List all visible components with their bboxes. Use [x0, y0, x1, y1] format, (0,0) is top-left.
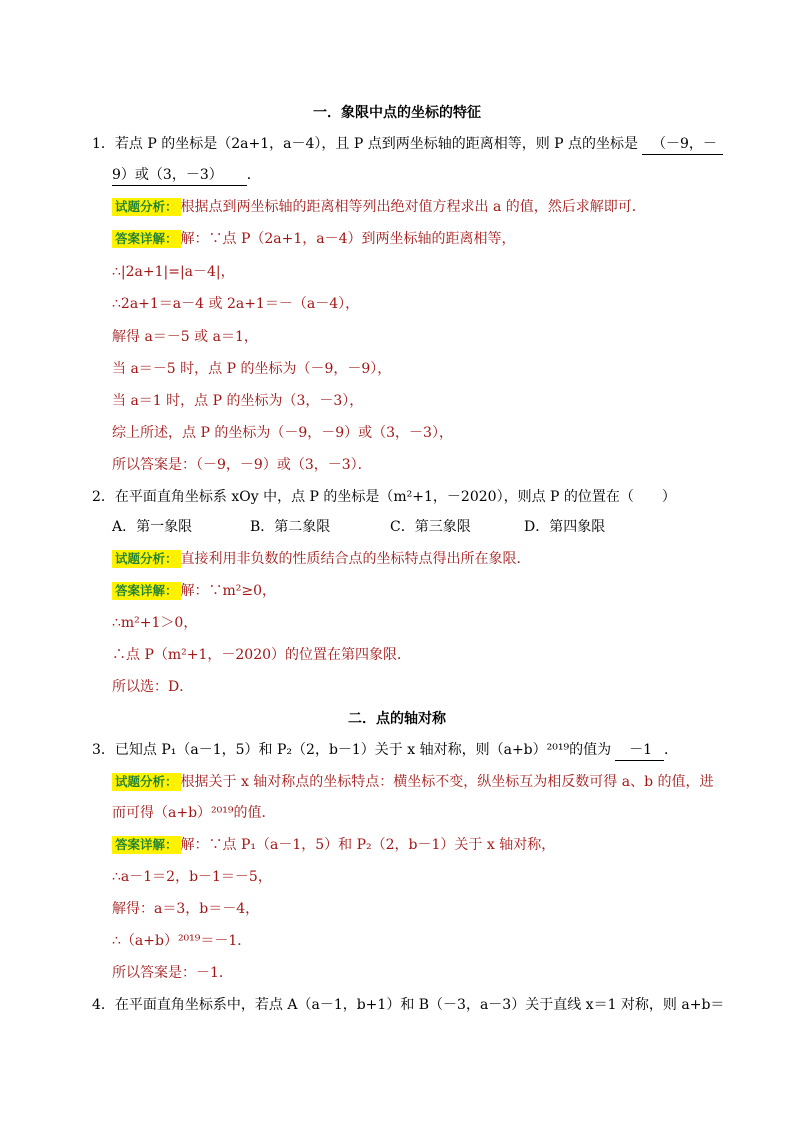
q3-detail-4: ∴（a+b）²⁰¹⁹＝－1．	[112, 933, 252, 949]
q1-period: ．	[246, 167, 261, 183]
q1-detail-5: 当 a＝－5 时，点 P 的坐标为（－9，－9），	[112, 361, 392, 377]
q4-stem: 4．在平面直角坐标系中，若点 A（a－1，b+1）和 B（－3，a－3）关于直线 x＝1 对称，则 a+b＝	[92, 997, 725, 1013]
q1-detail-3: ∴2a+1＝a－4 或 2a+1＝－（a－4），	[112, 296, 360, 312]
q2-detail-1	[112, 581, 276, 601]
q2-option-b: B．第二象限	[250, 519, 331, 535]
q2-detail-2: ∴m²+1＞0，	[112, 615, 198, 631]
analysis-tag: 试题分析：	[112, 550, 181, 568]
q3-detail-3: 解得：a＝3，b＝－4，	[112, 901, 260, 917]
detail-tag: 答案详解：	[112, 582, 181, 600]
q1-detail-6: 当 a＝1 时，点 P 的坐标为（3，－3），	[112, 393, 364, 409]
q2-detail-4: 所以选：D．	[112, 679, 194, 695]
q1-stem-text: 1．若点 P 的坐标是（2a+1，a－4），且 P 点到两坐标轴的距离相等，则 P 点的坐标是	[92, 136, 639, 152]
q3-detail-1	[112, 835, 555, 855]
q1-stem	[92, 134, 723, 155]
analysis-tag: 试题分析：	[112, 198, 181, 216]
q2-detail-3: ∴点 P（m²+1，－2020）的位置在第四象限．	[112, 647, 412, 663]
q2-options	[112, 517, 605, 537]
q1-analysis-text: 根据点到两坐标轴的距离相等列出绝对值方程求出 a 的值，然后求解即可．	[180, 199, 646, 215]
q3-detail-2: ∴a－1＝2，b－1＝－5，	[112, 869, 272, 885]
q3-answer: －1	[615, 740, 664, 761]
q3-detail-5: 所以答案是：－1．	[112, 965, 233, 981]
q1-detail-1	[112, 229, 516, 249]
q2-stem: 2．在平面直角坐标系 xOy 中，点 P 的坐标是（m²+1，－2020），则点 P 的位置在（ ）	[92, 489, 676, 505]
q1-detail-4: 解得 a＝－5 或 a＝1，	[112, 329, 258, 345]
q3-detail-text-1: 解：∵点 P₁（a－1，5）和 P₂（2，b－1）关于 x 轴对称，	[180, 837, 556, 853]
q3-stem	[92, 740, 678, 761]
q1-detail-2: ∴|2a+1|=|a－4|，	[112, 264, 235, 280]
q1-detail-7: 综上所述，点 P 的坐标为（－9，－9）或（3，－3），	[112, 425, 453, 441]
q1-stem-cont	[112, 165, 261, 186]
section-title-1: 一．象限中点的坐标的特征	[313, 105, 481, 121]
q1-answer-part2: 9）或（3，－3）	[112, 165, 247, 186]
q3-analysis-text-2: 而可得（a+b）²⁰¹⁹的值．	[112, 805, 276, 821]
q2-analysis-text: 直接利用非负数的性质结合点的坐标特点得出所在象限．	[180, 551, 531, 567]
q1-analysis	[112, 197, 646, 217]
q2-analysis	[112, 549, 531, 569]
q3-analysis-text-1: 根据关于 x 轴对称点的坐标特点：横坐标不变，纵坐标互为相反数可得 a、b 的值，进	[180, 774, 714, 790]
section-title-2: 二．点的轴对称	[348, 711, 446, 727]
q1-detail-8: 所以答案是：（－9，－9）或（3，－3）．	[112, 457, 372, 473]
q2-option-a: A．第一象限	[112, 519, 193, 535]
q2-detail-text-1: 解：∵m²≥0，	[180, 583, 277, 599]
q2-option-d: D．第四象限	[524, 519, 606, 535]
detail-tag: 答案详解：	[112, 836, 181, 854]
q3-analysis	[112, 772, 714, 792]
q3-stem-text: 3．已知点 P₁（a－1，5）和 P₂（2，b－1）关于 x 轴对称，则（a+b）²⁰¹⁹的值为	[92, 742, 612, 758]
q2-option-c: C．第三象限	[390, 519, 471, 535]
q1-detail-text-1: 解：∵点 P（2a+1，a－4）到两坐标轴的距离相等，	[180, 231, 516, 247]
q3-period: ．	[664, 742, 679, 758]
analysis-tag: 试题分析：	[112, 773, 181, 791]
q1-answer-part1: （－9，－	[642, 134, 723, 155]
detail-tag: 答案详解：	[112, 230, 181, 248]
